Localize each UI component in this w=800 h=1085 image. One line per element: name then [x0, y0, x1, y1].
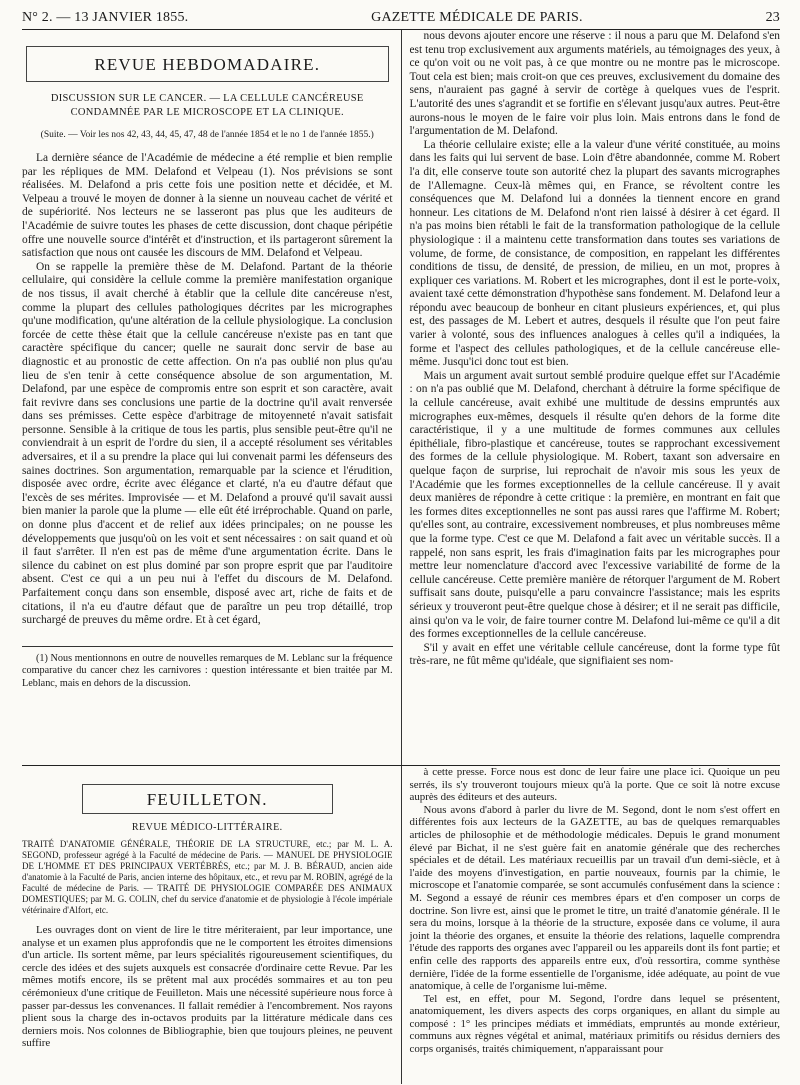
- feuilleton-subtitle: REVUE MÉDICO-LITTÉRAIRE.: [131, 822, 283, 833]
- page-number: 23: [765, 10, 780, 25]
- revue-right-column: [402, 30, 781, 765]
- feuilleton-right-column: [402, 766, 781, 1084]
- feuilleton-paragraph: Tel est, en effet, pour M. Segond, l'ordre dans lequel se présentent, anatomiquement, les divers aspects des corps organiques, en allant du simple au composé : 1° les principes médiats et immédiats, empruntés au monde extérieur, communs aux règnes végétal et animal, matériaux primitifs ou résidus derniers des corps organisés, traités chimiquement, n'apparaissant pour: [409, 992, 780, 1056]
- revue-paragraph: S'il y avait en effet une véritable cellule cancéreuse, dont la forme type fût très-rare, ne fût même qu'idéale, que signifiaient ses nom-: [409, 641, 780, 668]
- revue-paragraph: nous devons ajouter encore une réserve : il nous a paru que M. Delafond s'en est tenu trop exclusivement aux arguments matériels, au témoignages des yeux, à ce qu'on voit ou ne voit pas, à ce que montre ou ne montre pas le microscope. Tout cela est bien; mais croit-on que ces preuves, exclusivement du domaine des sens, n'auraient pas gagné à servir de cortège à quelques vues de l'esprit. L'autorité des unes s'agrandit et se fortifie en s'élevant jusqu'aux autres. Peut-être aurons-nous le moyen de le faire voir plus loin. Mais entrons dans le fond de l'argumentation de M. Delafond.: [409, 30, 780, 138]
- revue-suite-note: (Suite. — Voir les nos 42, 43, 44, 45, 47, 48 de l'année 1854 et le no 1 de l'année 1855.): [40, 130, 374, 140]
- feuilleton-left-column: [22, 766, 401, 1084]
- revue-subtitle: DISCUSSION SUR LE CANCER. — LA CELLULE CANCÉREUSE CONDAMNÉE PAR LE MICROSCOPE ET LA CLINIQUE.: [50, 93, 364, 118]
- revue-title: REVUE HEBDOMADAIRE.: [26, 46, 389, 82]
- revue-section: [22, 30, 780, 765]
- revue-paragraph: Mais un argument avait surtout semblé produire quelque effet sur l'Académie : on n'a pas oublié que M. Delafond, cherchant à détruire la forme spécifique de la cellule cancéreuse, avait exhibé une multitude de dessins empruntés aux micrographes eux-mêmes, desquels il résulte qu'en dehors de la forme dite caractéristique, il y a une multitude de formes communes aux cellules épithéliale, fibro-plastique et cancéreuse, toutes se rapprochant excessivement des formes de la cellule physiologique. M. Robert, taxant son adversaire en quelque façon de surprise, lui reprochait de n'avoir mis sous les yeux de l'Académie que les formes exceptionnelles de la cellule cancéreuse. Il y avait deux manières de répondre à cette critique : la première, en montrant en fait que les formes dites exceptionnelles ne sont pas aussi rares que l'affirme M. Robert; qu'elles sont, au contraire, excessivement nombreuses, et plus nombreuses même que la forme type. C'est ce que M. Delafond a fait avec un véritable succès. Il a rappelé, non sans esprit, les frais d'imagination faits par les micrographes pour mettre leur nomenclature d'accord avec l'excessive variabilité de forme de la cellule cancéreuse. Cette première manière de rétorquer l'argument de M. Robert suffisait sans doute, puisqu'elle a paru convaincre l'assistance; mais les esprits sérieux y trouveront peut-être quelque chose à désirer; et il ne serait pas difficile, ainsi qu'on va le voir, de faire tourner contre M. Delafond lui-même ce qu'il a dit des formes exceptionnelles de la cellule cancéreuse.: [409, 369, 780, 641]
- journal-title: GAZETTE MÉDICALE DE PARIS.: [371, 10, 583, 25]
- footnote: (1) Nous mentionnons en outre de nouvelles remarques de M. Leblanc sur la fréquence comparative du cancer chez les carnivores : question intéressante et bien traitée par M. Leblanc, mais en dehors de la discussion.: [22, 652, 393, 689]
- feuilleton-title: FEUILLETON.: [82, 784, 333, 814]
- reviewed-books-list: TRAITÉ D'ANATOMIE GÉNÉRALE, THÉORIE DE LA STRUCTURE, etc.; par M. L. A. SEGOND, professeur agrégé à la Faculté de médecine de Paris. — MANUEL DE PHYSIOLOGIE DE L'HOMME ET DES PRINCIPAUX VERTÉBRÉS, etc.; par M. J. B. BÉRAUD, ancien aide d'anatomie à la Faculté de Paris, ancien interne des hôpitaux, etc., et revu par M. ROBIN, agrégé de la Faculté de médecine de Paris. — TRAITÉ DE PHYSIOLOGIE COMPARÉE DES ANIMAUX DOMESTIQUES; par M. G. COLIN, chef du service d'anatomie et de physiologie à l'école impériale vétérinaire d'Alfort, etc.: [22, 839, 393, 915]
- revue-left-column: [22, 30, 401, 765]
- page-header: [22, 10, 780, 30]
- feuilleton-paragraph: à cette presse. Force nous est donc de leur faire une place ici. Quoique un peu serrés, ils s'y trouveront toujours mieux qu'à la porte. Que ce soit là notre excuse auprès des éditeurs et des auteurs.: [409, 766, 780, 804]
- issue-date: N° 2. — 13 JANVIER 1855.: [22, 10, 189, 25]
- revue-paragraph: La théorie cellulaire existe; elle a la valeur d'une vérité constituée, au moins dans les faits qui lui servent de base. Loin d'être abandonnée, comme M. Robert l'a dit, elle conserve toute son autorité chez la plupart des savants micrographes de l'Allemagne. Ceux-là mêmes qui, en France, se révoltent contre les conséquences que M. Delafond lui a données la tiennent encore en grand honneur. Les citations de M. Delafond n'ont rien laissé à désirer à cet égard. Il n'a pas moins bien rétabli le fait de la transformation pathologique de la cellule physiologique : il a maintenu cette transformation dans toutes ses variations de volume, de forme, de consistance, de composition, en rappelant les différentes conditions de tissu, de densité, de pression, de milieu, en un mot, propres à expliquer ces variations. M. Robert et les micrographes, dont il est le porte-voix, avaient taxé cette démonstration d'hypothèse sans fondement. M. Delafond leur a répondu avec beaucoup de bonheur en citant plusieurs expériences, et, qui plus est, des passages de M. Lebert et autres, desquels il résulte que l'on peut faire varier à volonté, sous des influences analogues à celles qu'il a indiquées, la forme et l'aspect des cellules pathologiques, et de la cellule cancéreuse elle-même. Jusqu'ici donc tout est bien.: [409, 138, 780, 369]
- feuilleton-paragraph: Les ouvrages dont on vient de lire le titre mériteraient, par leur importance, une analyse et un examen plus approfondis que ne le comportent les étroites dimensions d'un article. Ils sortent même, par leurs spécialités rigoureusement scientifiques, du cercle des idées et des sujets auxquels est consacrée d'ordinaire cette Revue. Par les mêmes motifs encore, ils se prêtent mal aux procédés sommaires et au ton peu cérémonieux d'une critique de Feuilleton. Mais une nécessité supérieure nous force à passer par-dessus les convenances. Il fallait remédier à l'encombrement. Nos rayons plient sous la charge des in-octavos produits par la littérature médicale dans ces derniers mois. Nos colonnes de Bibliographie, bien que toujours pleines, ne peuvent suffire: [22, 924, 393, 1050]
- feuilleton-section: [22, 765, 780, 1084]
- footnote-divider: [22, 646, 393, 647]
- feuilleton-paragraph: Nous avons d'abord à parler du livre de M. Segond, dont le nom s'est offert en différentes fois aux lecteurs de la GAZETTE, au bas de quelques remarquables articles de philosophie et de méthodologie médicales. Depuis le grand monument élevé par Bichat, il ne s'est guère fait en anatomie générale que des recherches spéciales et de détail. Les matériaux recueillis par un travail d'un demi-siècle, et à l'aide des moyens d'investigation, en partie nouveaux, fournis par la chimie, le microscope et l'anatomie comparée, se sont accumulés confusément dans la science : M. Segond a essayé de réunir ces membres épars et d'en composer un corps de doctrine. Son livre est, ainsi que le promet le titre, un traité d'anatomie générale. Il le sera du moins, lorsque à la théorie de la structure, exposée dans ce volume, il aura joint la théorie des organes, et ensuite la théorie des relations, laquelle comprendra l'étude des rapports des organes avec l'appareil ou les appareils dont ils font partie; et enfin celle des rapports des appareils entre eux, d'où ressortira, comme synthèse dernière, l'idée de la forme essentielle de l'organisme, idée adéquate, au point de vue anatomique, à celle de l'organisme lui-même.: [409, 803, 780, 993]
- revue-paragraph: On se rappelle la première thèse de M. Delafond. Partant de la théorie cellulaire, qui considère la cellule comme la première manifestation organique de nos tissus, il avait cherché à établir que la cellule dite cancéreuse n'est, comme la plupart des cellules pathologiques décrites par les micrographes qu'une modification, qu'une altération de la cellule physiologique. La conclusion forcée de cette thèse était que la cellule cancéreuse n'existe pas en tant que caractère spécifique du cancer; quelle ne saurait donc servir de base au diagnostic et au pronostic de cette affection. On n'a pas oublié non plus qu'au lieu de s'en tenir à cette conséquence absolue de son argumentation, M. Delafond, par une espèce de compromis entre son esprit et son caractère, avait fait revivre dans ses conclusions une partie de la doctrine qu'il avait renversée dans ses prémisses. Cette espèce d'arbitrage de mitoyenneté n'avait satisfait personne. Sensible à la critique de tous les partis, plus sensible peut-être qu'il ne conviendrait à un esprit de l'ordre du sien, il a accepté résolument ses véritables adversaires, et il a su prendre la place qui lui convenait parmi les défenseurs des saines doctrines. Son argumentation, remarquable par la science et l'érudition, disposée avec ordre, écrite avec élégance et clarté, n'a eu d'autre défaut que l'excès de ses mérites. Improvisée — et M. Delafond a prouvé qu'il savait aussi bien manier la parole que la plume — elle eût été irréprochable. Quand on parle, on donne plus d'accent et de relief aux idées principales; on ne pousse les développements que jusqu'où on les voit et sent nécessaires : on sait quand et où il faut s'arrêter. Il n'en est pas de même d'une argumentation écrite. Dans le silence du cabinet on est plus dominé par son propre esprit que par l'auditoire absent. C'est ce qui a un peu nui à l'effet du discours de M. Delafond. Parfaitement conçu dans son ensemble, disposé avec art, riche de faits et de citations, il n'a eu d'autre défaut que de paraître un peu trop détaillé, trop surchargé de preuves du même ordre. Et à cet égard,: [22, 260, 393, 627]
- revue-paragraph: La dernière séance de l'Académie de médecine a été remplie et bien remplie par les répliques de MM. Delafond et Velpeau (1). Nos prévisions se sont réalisées. M. Delafond a pris cette fois une position nette et décidée, et M. Velpeau a trouvé le moyen de donner à la sienne un nouveau cachet de vérité et de supériorité. Nos lecteurs ne se lasseront pas plus que les auditeurs de l'Académie de suivre toutes les phases de cette discussion, dont chaque péripétie offre une nouvelle source d'intérêt et d'instruction, et ils partageront sûrement la satisfaction que nous ont causée les discours de MM. Delafond et Velpeau.: [22, 152, 393, 260]
